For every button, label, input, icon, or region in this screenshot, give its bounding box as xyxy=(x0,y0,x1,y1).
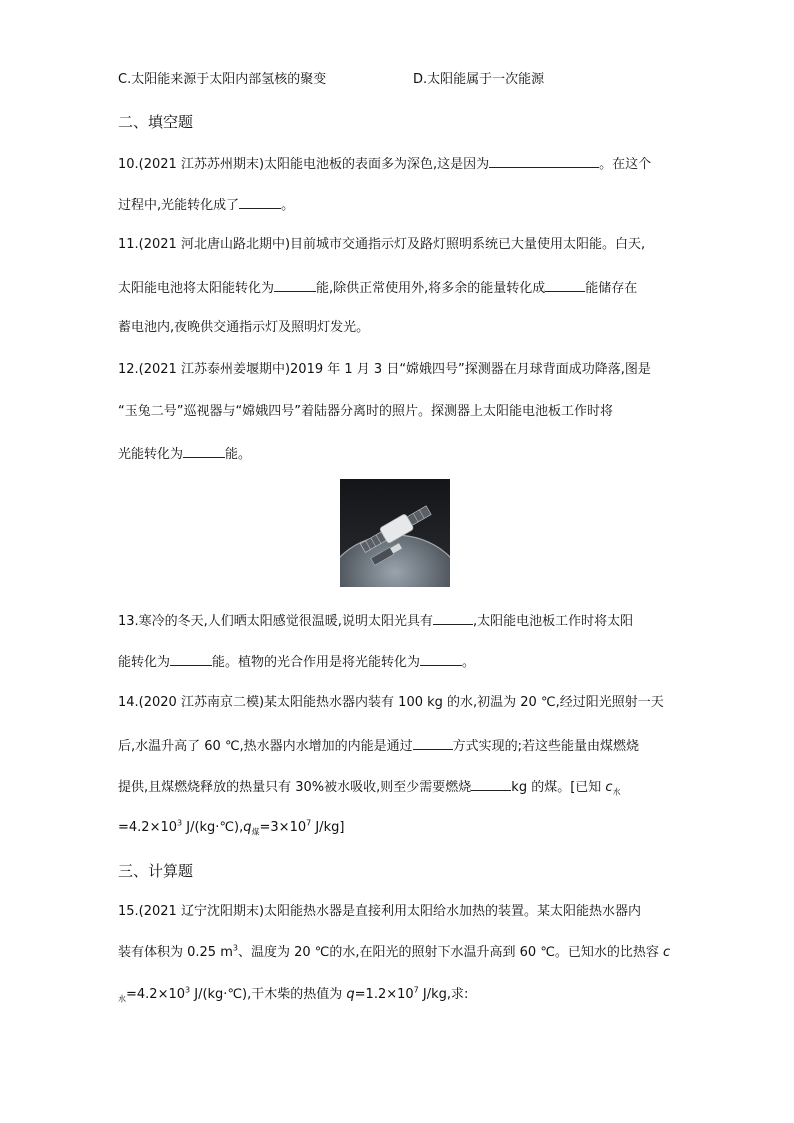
q14-c-symbol: c xyxy=(605,780,613,795)
q11-line2 xyxy=(118,279,637,297)
q13-blank-3[interactable] xyxy=(420,653,462,666)
q14-blank-1[interactable] xyxy=(413,737,453,750)
q11-text-a: 太阳能电池将太阳能转化为 xyxy=(118,281,275,296)
q12-line3 xyxy=(118,445,251,463)
q14-c-exponent: 3 xyxy=(177,818,183,828)
q12-text-b: 能。 xyxy=(225,447,252,462)
q13-text-d: 能。植物的光合作用是将光能转化为 xyxy=(212,655,421,670)
q11-blank-1[interactable] xyxy=(274,279,316,292)
q13-text-e: 。 xyxy=(462,655,476,670)
q14-blank-2[interactable] xyxy=(471,778,511,791)
option-d: D.太阳能属于一次能源 xyxy=(413,72,545,87)
q14-line3 xyxy=(118,778,621,796)
q12-blank-1[interactable] xyxy=(183,445,225,458)
q15-c-symbol: c xyxy=(663,945,671,960)
q10-text-d: 。 xyxy=(281,198,295,213)
q10-text-a: 10.(2021 江苏苏州期末)太阳能电池板的表面多为深色,这是因为 xyxy=(118,157,490,172)
q10-blank-2[interactable] xyxy=(239,196,281,209)
q12-line1: 12.(2021 江苏泰州姜堰期中)2019 年 1 月 3 日“嫦娥四号”探测器在月球背面成功降落,图是 xyxy=(118,362,651,377)
q11-line1: 11.(2021 河北唐山路北期中)目前城市交通指示灯及路灯照明系统已大量使用太阳能。白天, xyxy=(118,237,646,252)
q15-line2 xyxy=(118,945,670,961)
q13-text-a: 13.寒冷的冬天,人们晒太阳感觉很温暖,说明太阳光具有 xyxy=(118,614,433,629)
q15-q-value: =1.2×10 xyxy=(354,987,414,1002)
q10-text-c: 过程中,光能转化成了 xyxy=(118,198,240,213)
q15-c-unit: J/(kg·℃),干木柴的热值为 xyxy=(190,987,347,1002)
q15-volume-text: 装有体积为 0.25 m xyxy=(118,945,233,960)
q14-line4 xyxy=(118,820,344,836)
q15-line1: 15.(2021 辽宁沈阳期末)太阳能热水器是直接利用太阳给水加热的装置。某太阳能热水器内 xyxy=(118,904,642,919)
q12-line2: “玉兔二号”巡视器与“嫦娥四号”着陆器分离时的照片。探测器上太阳能电池板工作时将 xyxy=(118,404,613,419)
q11-text-b: 能,除供正常使用外,将多余的能量转化成 xyxy=(316,281,546,296)
q15-volume-exponent: 3 xyxy=(232,943,238,953)
q14-text-c: 提供,且煤燃烧释放的热量只有 30%被水吸收,则至少需要燃烧 xyxy=(118,780,472,795)
q15-c-value: =4.2×10 xyxy=(126,987,186,1002)
q15-c-exponent: 3 xyxy=(185,985,191,995)
q14-text-b: 方式实现的;若这些能量由煤燃烧 xyxy=(452,739,640,754)
q15-c-subscript: 水 xyxy=(118,994,126,1004)
q14-q-exponent: 7 xyxy=(306,818,312,828)
q11-line3: 蓄电池内,夜晚供交通指示灯及照明灯发光。 xyxy=(118,320,370,335)
q15-temp-text: 、温度为 20 ℃的水,在阳光的照射下水温升高到 60 ℃。已知水的比热容 xyxy=(237,945,664,960)
q10-blank-1[interactable] xyxy=(489,155,599,168)
q10-line2 xyxy=(118,196,294,214)
q14-q-subscript: 煤 xyxy=(251,827,260,837)
q11-blank-2[interactable] xyxy=(545,279,585,292)
lander-rover-illustration xyxy=(340,479,450,587)
q13-blank-2[interactable] xyxy=(170,653,212,666)
q15-q-exponent: 7 xyxy=(413,985,419,995)
q14-c-subscript: 水 xyxy=(612,787,621,797)
q14-q-unit: J/kg] xyxy=(311,820,345,835)
q14-q-symbol: q xyxy=(243,820,252,835)
q14-line1: 14.(2020 江苏南京二模)某太阳能热水器内装有 100 kg 的水,初温为 20 ℃,经过阳光照射一天 xyxy=(118,695,664,710)
q13-line2 xyxy=(118,653,475,671)
q11-text-c: 能储存在 xyxy=(585,281,638,296)
q10-line1 xyxy=(118,155,651,173)
q14-text-d: kg 的煤。[已知 xyxy=(511,780,606,795)
q14-c-unit: J/(kg·℃), xyxy=(182,820,244,835)
q13-text-c: 能转化为 xyxy=(118,655,171,670)
q13-blank-1[interactable] xyxy=(433,612,473,625)
q13-line1 xyxy=(118,612,633,630)
section-title-fill: 二、填空题 xyxy=(118,113,194,131)
q15-q-symbol: q xyxy=(346,987,355,1002)
q14-line2 xyxy=(118,737,639,755)
q14-c-value: =4.2×10 xyxy=(118,820,178,835)
section-title-calc: 三、计算题 xyxy=(118,862,194,880)
q13-text-b: ,太阳能电池板工作时将太阳 xyxy=(472,614,634,629)
q15-q-unit: J/kg,求: xyxy=(418,987,469,1002)
q14-q-value: =3×10 xyxy=(259,820,307,835)
q15-line3 xyxy=(118,987,468,1003)
q12-text-a: 光能转化为 xyxy=(118,447,184,462)
q14-text-a: 后,水温升高了 60 ℃,热水器内水增加的内能是通过 xyxy=(118,739,413,754)
option-c: C.太阳能来源于太阳内部氢核的聚变 xyxy=(118,72,327,87)
q10-text-b: 。在这个 xyxy=(599,157,652,172)
lander-rover-photo xyxy=(340,479,450,587)
